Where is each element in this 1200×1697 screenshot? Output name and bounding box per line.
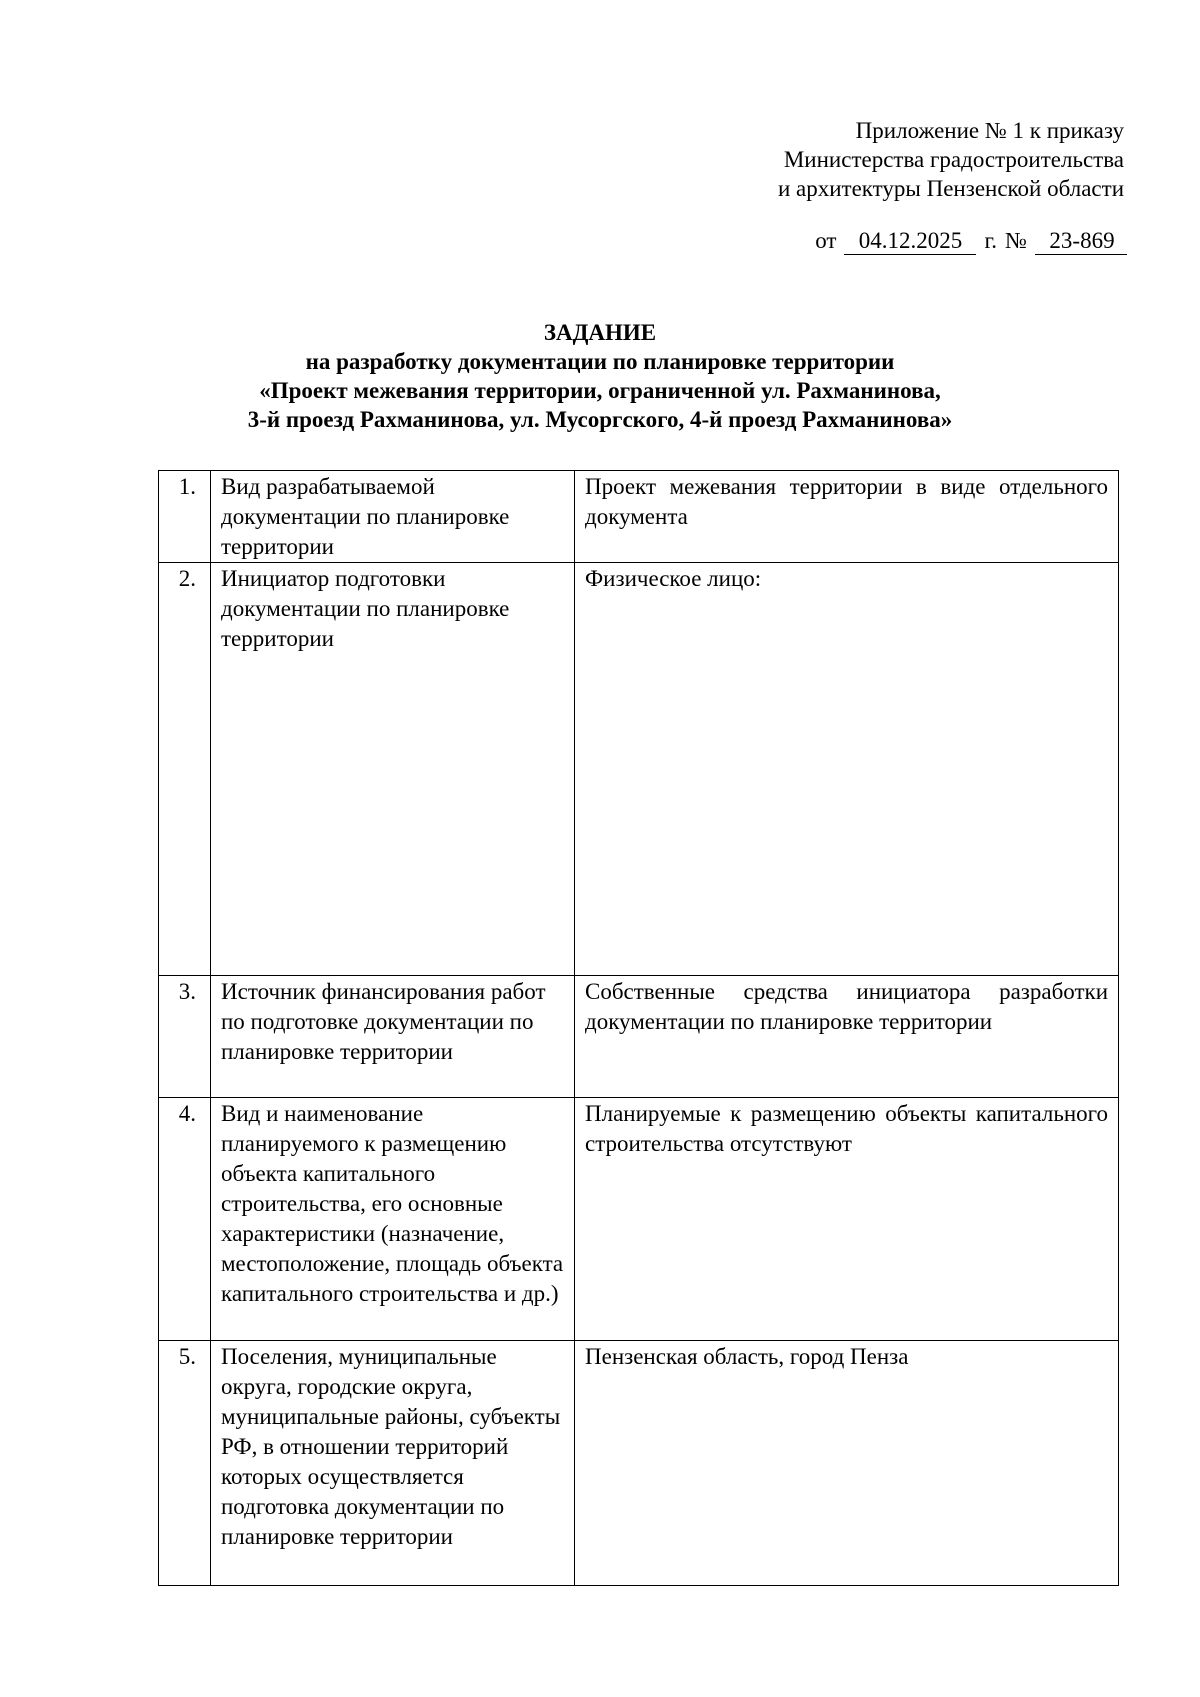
number-label: № [1005, 228, 1027, 253]
order-reference [815, 226, 1127, 255]
row-number: 4. [159, 1098, 211, 1341]
row-value: Планируемые к размещению объекты капитального строительства отсутствуют [575, 1098, 1119, 1341]
appendix-line: Министерства градостроительства [783, 147, 1124, 172]
row-label: Поселения, муниципальные округа, городские округа, муниципальные районы, субъекты РФ, в отношении территорий которых осуществляется подготовка документации по планировке территории [211, 1341, 575, 1586]
row-number: 1. [159, 471, 211, 563]
task-table [158, 470, 1119, 1586]
title-heading: ЗАДАНИЕ [543, 320, 657, 345]
table-row [159, 563, 1119, 976]
document-title [0, 318, 1200, 434]
row-number: 3. [159, 976, 211, 1098]
appendix-line: и архитектуры Пензенской области [777, 176, 1124, 201]
row-number: 2. [159, 563, 211, 976]
table-row [159, 1098, 1119, 1341]
year-suffix: г. [984, 228, 998, 253]
order-number: 23-869 [1035, 228, 1127, 255]
table-row [159, 976, 1119, 1098]
title-line: «Проект межевания территории, ограниченной ул. Рахманинова, [259, 378, 941, 403]
appendix-line: Приложение № 1 к приказу [855, 118, 1124, 143]
title-line: 3-й проезд Рахманинова, ул. Мусоргского, 4-й проезд Рахманинова» [247, 407, 953, 432]
title-line: на разработку документации по планировке территории [305, 349, 895, 374]
row-label: Инициатор подготовки документации по планировке территории [211, 563, 575, 976]
table-row [159, 471, 1119, 563]
row-number: 5. [159, 1341, 211, 1586]
appendix-header [778, 116, 1124, 203]
row-value: Пензенская область, город Пенза [575, 1341, 1119, 1586]
row-value: Проект межевания территории в виде отдельного документа [575, 471, 1119, 563]
from-label: от [815, 228, 837, 253]
row-label: Вид разрабатываемой документации по планировке территории [211, 471, 575, 563]
row-value: Физическое лицо: [575, 563, 1119, 976]
order-date: 04.12.2025 [844, 228, 976, 255]
row-value: Собственные средства инициатора разработки документации по планировке территории [575, 976, 1119, 1098]
table-row [159, 1341, 1119, 1586]
row-label: Источник финансирования работ по подготовке документации по планировке территории [211, 976, 575, 1098]
row-label: Вид и наименование планируемого к размещению объекта капитального строительства, его основные характеристики (назначение, местоположение, площадь объекта капитального строительства и др.) [211, 1098, 575, 1341]
